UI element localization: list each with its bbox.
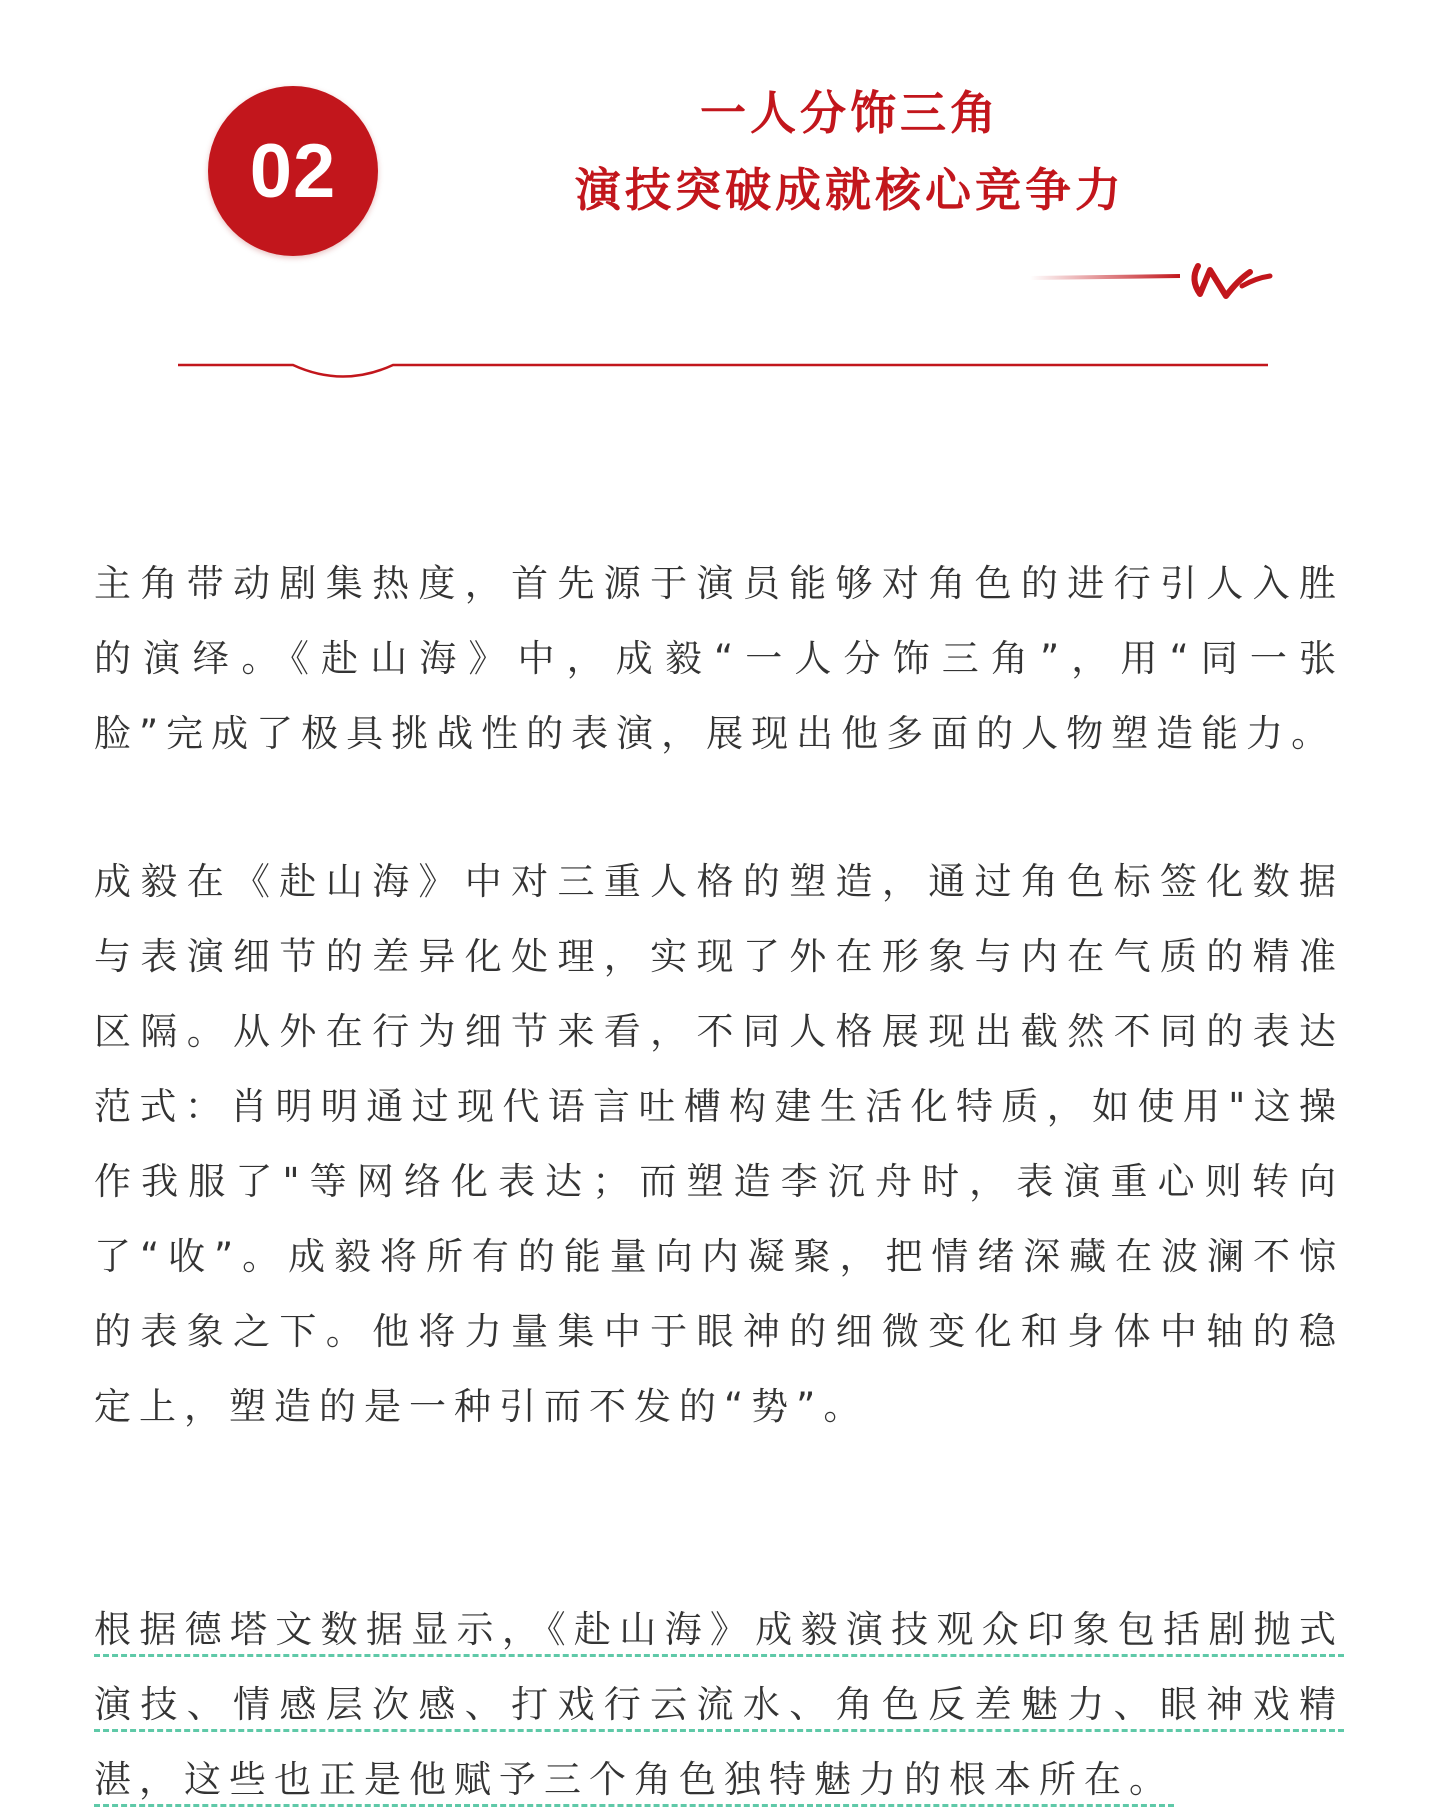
title-line-2: 演技突破成就核心竞争力 [575,163,1125,217]
section-title [520,78,1180,232]
paragraph-2: 成毅在《赴山海》中对三重人格的塑造，通过角色标签化数据与表演细节的差异化处理，实现了外在形象与内在气质的精准区隔。从外在行为细节来看，不同人格展现出截然不同的表达范式：肖明明通过现代语言吐槽构建生活化特质，如使用"这操作我服了"等网络化表达；而塑造李沉舟时，表演重心则转向了“收”。成毅将所有的能量向内凝聚，把情绪深藏在波澜不惊的表象之下。他将力量集中于眼神的细微变化和身体中轴的稳定上，塑造的是一种引而不发的“势”。 [94,860,1344,1428]
paragraph-3 [94,1592,1344,1817]
section-number-badge [208,86,378,256]
paragraph-1: 主角带动剧集热度，首先源于演员能够对角色的进行引人入胜的演绎。《赴山海》中，成毅“一人分饰三角”，用“同一张脸”完成了极具挑战性的表演，展现出他多面的人物塑造能力。 [94,562,1344,755]
paragraph-3-text: 根据德塔文数据显示，《赴山海》成毅演技观众印象包括剧抛式演技、情感层次感、打戏行云流水、角色反差魅力、眼神戏精湛，这些也正是他赋予三个角色独特魅力的根本所在。 [94,1608,1344,1801]
section-number: 02 [249,128,337,214]
title-line-1: 一人分饰三角 [700,86,1000,140]
brush-flourish-icon [1030,240,1290,310]
section-header [0,0,1440,420]
header-divider [178,352,1268,392]
